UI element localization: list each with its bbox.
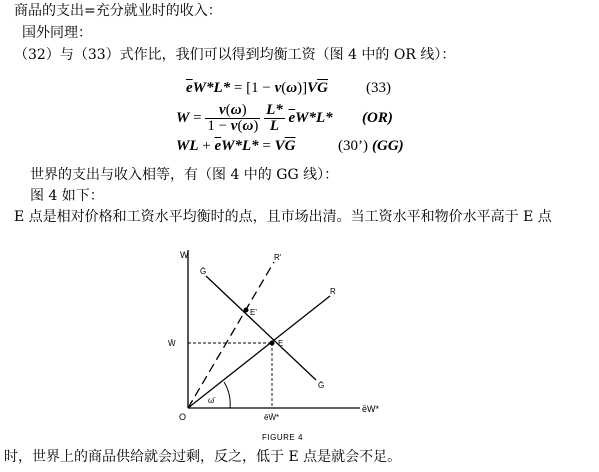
label-g-bottom: Ḡ <box>318 381 325 390</box>
label-g-top: Ḡ <box>200 267 207 276</box>
figure-4 <box>150 240 410 450</box>
text-line-4: 世界的支出与收入相等，有（图 4 中的 GG 线）： <box>30 167 339 183</box>
y-axis-label: W <box>180 250 189 260</box>
text-line-6: E 点是相对价格和工资水平均衡时的点，且市场出清。当工资水平和物价水平高于 E 点 <box>14 209 552 225</box>
text-line-7: 时，世界上的商品供给就会过剩，反之，低于 E 点是就会不足。 <box>4 449 402 465</box>
angle-label: ω̄ <box>208 396 215 405</box>
equation-33-tag: (33) <box>366 80 391 96</box>
or-prime-line <box>188 262 274 408</box>
x-axis-label: ēW* <box>362 404 380 414</box>
y-tick-label: W̄ <box>168 339 176 348</box>
point-e <box>270 341 275 346</box>
x-tick-label: ēW̄* <box>264 413 280 422</box>
text-line-2: 国外同理： <box>22 25 92 41</box>
equation-30prime-tag: (30’) <box>338 138 368 154</box>
origin-label: O <box>179 412 187 422</box>
equation-30prime: WL + $\overline{e}W*L* = V\overline{G}$ <box>176 138 296 154</box>
point-e-label: E <box>278 339 284 348</box>
text-line-5: 图 4 如下： <box>30 188 104 204</box>
text-line-1: 商品的支出=充分就业时的收入： <box>14 3 222 19</box>
gg-line <box>206 276 316 380</box>
equation-33: $\overline{e}W*L* = [1 - v(\omega)]V\overline{G}$ <box>186 80 328 96</box>
point-e-prime <box>244 308 249 313</box>
point-e-prime-label: E' <box>250 308 257 317</box>
equation-gg-tag: (GG) <box>372 138 404 154</box>
label-r: R <box>330 287 336 296</box>
equation-or-tag: (OR) <box>362 110 393 126</box>
label-r-prime: R' <box>274 253 282 262</box>
or-line <box>188 296 330 408</box>
figure-caption: FIGURE 4 <box>262 433 303 442</box>
equation-or: W = $\frac{v(\omega)}{1 - v(\omega)}$ $\frac{L*}{L}$ $\overline{e}W*L*$ <box>176 102 333 134</box>
angle-arc <box>224 382 230 408</box>
text-line-3: （32）与（33）式作比，我们可以得到均衡工资（图 4 中的 OR 线）： <box>14 47 456 63</box>
